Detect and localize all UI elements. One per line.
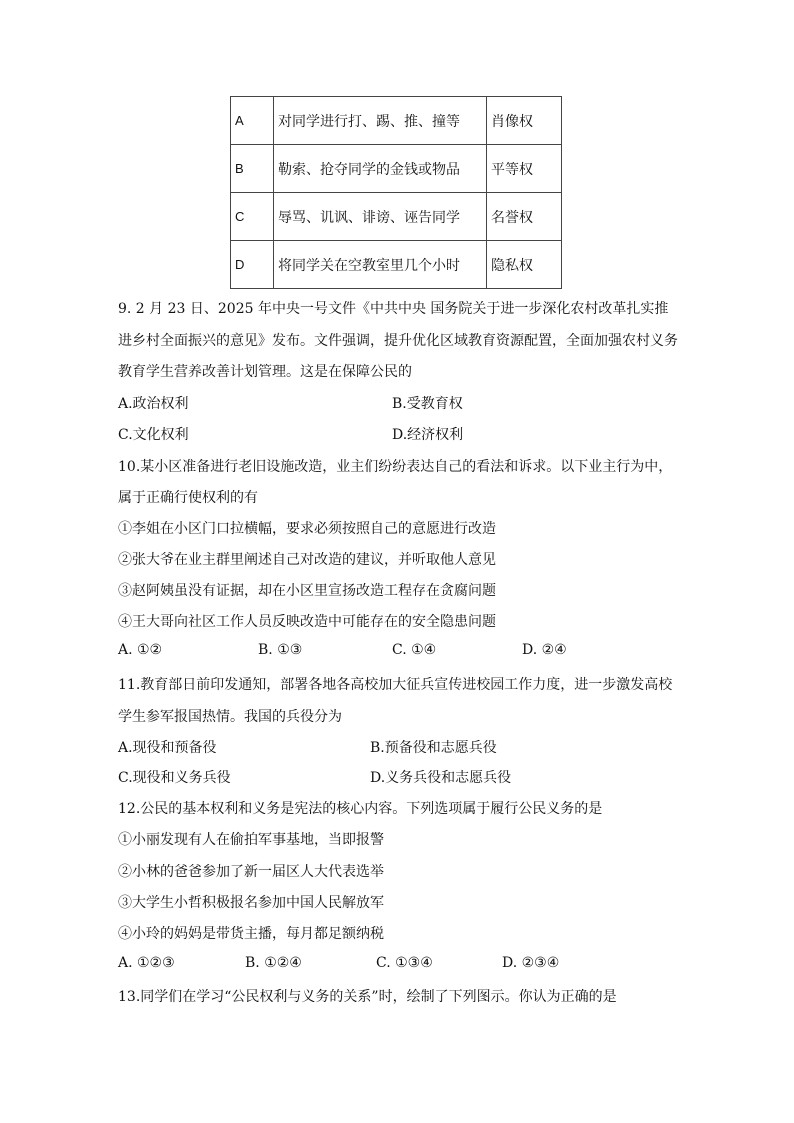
q10-statement-3: ③赵阿姨虽没有证据，却在小区里宣扬改造工程存在贪腐问题 bbox=[118, 583, 496, 599]
q9-option-b: B.受教育权 bbox=[392, 396, 463, 412]
q10-option-b: B. ①③ bbox=[258, 642, 303, 658]
q12-statement-2: ②小林的爸爸参加了新一届区人大代表选举 bbox=[118, 864, 384, 880]
q9-option-d: D.经济权利 bbox=[392, 427, 464, 443]
q10-statement-1: ①李姐在小区门口拉横幅，要求必须按照自己的意愿进行改造 bbox=[118, 521, 496, 537]
q12-option-c: C. ①③④ bbox=[376, 955, 433, 971]
row-action: 对同学进行打、踢、推、撞等 bbox=[274, 97, 487, 145]
q9-option-c: C.文化权利 bbox=[118, 427, 189, 443]
q9-option-a: A.政治权利 bbox=[118, 396, 189, 412]
table-row bbox=[231, 145, 562, 193]
row-letter: B bbox=[231, 145, 274, 193]
q12-statement-1: ①小丽发现有人在偷拍军事基地，当即报警 bbox=[118, 832, 384, 848]
rights-table bbox=[230, 96, 562, 289]
row-letter: A bbox=[231, 97, 274, 145]
q10-option-c: C. ①④ bbox=[392, 642, 437, 658]
table-row bbox=[231, 193, 562, 241]
row-action: 勒索、抢夺同学的金钱或物品 bbox=[274, 145, 487, 193]
q11-option-c: C.现役和义务兵役 bbox=[118, 770, 231, 786]
q9-stem-line-3: 教育学生营养改善计划管理。这是在保障公民的 bbox=[118, 364, 412, 380]
q10-statement-2: ②张大爷在业主群里阐述自己对改造的建议，并听取他人意见 bbox=[118, 552, 496, 568]
q12-option-b: B. ①②④ bbox=[245, 955, 302, 971]
q12-option-a: A. ①②③ bbox=[118, 955, 175, 971]
table-row bbox=[231, 97, 562, 145]
row-right: 肖像权 bbox=[487, 97, 562, 145]
row-action: 将同学关在空教室里几个小时 bbox=[274, 241, 487, 289]
q10-stem-line-2: 属于正确行使权利的有 bbox=[118, 490, 258, 506]
q12-stem-line-1: 12.公民的基本权利和义务是宪法的核心内容。下列选项属于履行公民义务的是 bbox=[118, 801, 603, 817]
q12-statement-4: ④小玲的妈妈是带货主播，每月都足额纳税 bbox=[118, 926, 384, 942]
q10-option-a: A. ①② bbox=[118, 642, 163, 658]
q12-option-d: D. ②③④ bbox=[502, 955, 560, 971]
row-letter: C bbox=[231, 193, 274, 241]
q13-stem-line-1: 13.同学们在学习“公民权利与义务的关系”时，绘制了下列图示。你认为正确的是 bbox=[118, 989, 617, 1005]
q9-stem-line-2: 进乡村全面振兴的意见》发布。文件强调，提升优化区域教育资源配置，全面加强农村义务 bbox=[118, 333, 678, 349]
q11-option-d: D.义务兵役和志愿兵役 bbox=[370, 770, 512, 786]
q11-option-a: A.现役和预备役 bbox=[118, 740, 217, 756]
q10-statement-4: ④王大哥向社区工作人员反映改造中可能存在的安全隐患问题 bbox=[118, 614, 496, 630]
q10-option-d: D. ②④ bbox=[522, 642, 567, 658]
table-row bbox=[231, 241, 562, 289]
q12-statement-3: ③大学生小哲积极报名参加中国人民解放军 bbox=[118, 895, 384, 911]
row-right: 隐私权 bbox=[487, 241, 562, 289]
row-action: 辱骂、讥讽、诽谤、诬告同学 bbox=[274, 193, 487, 241]
row-right: 平等权 bbox=[487, 145, 562, 193]
row-right: 名誉权 bbox=[487, 193, 562, 241]
q10-stem-line-1: 10.某小区准备进行老旧设施改造，业主们纷纷表达自己的看法和诉求。以下业主行为中， bbox=[118, 459, 673, 475]
q9-stem-line-1: 9. 2 月 23 日、2025 年中央一号文件《中共中央 国务院关于进一步深化农村改革扎实推 bbox=[118, 301, 669, 317]
q11-stem-line-2: 学生参军报国热情。我国的兵役分为 bbox=[118, 709, 342, 725]
q11-option-b: B.预备役和志愿兵役 bbox=[370, 740, 497, 756]
row-letter: D bbox=[231, 241, 274, 289]
q11-stem-line-1: 11.教育部日前印发通知，部署各地各高校加大征兵宣传进校园工作力度，进一步激发高校 bbox=[118, 677, 673, 693]
